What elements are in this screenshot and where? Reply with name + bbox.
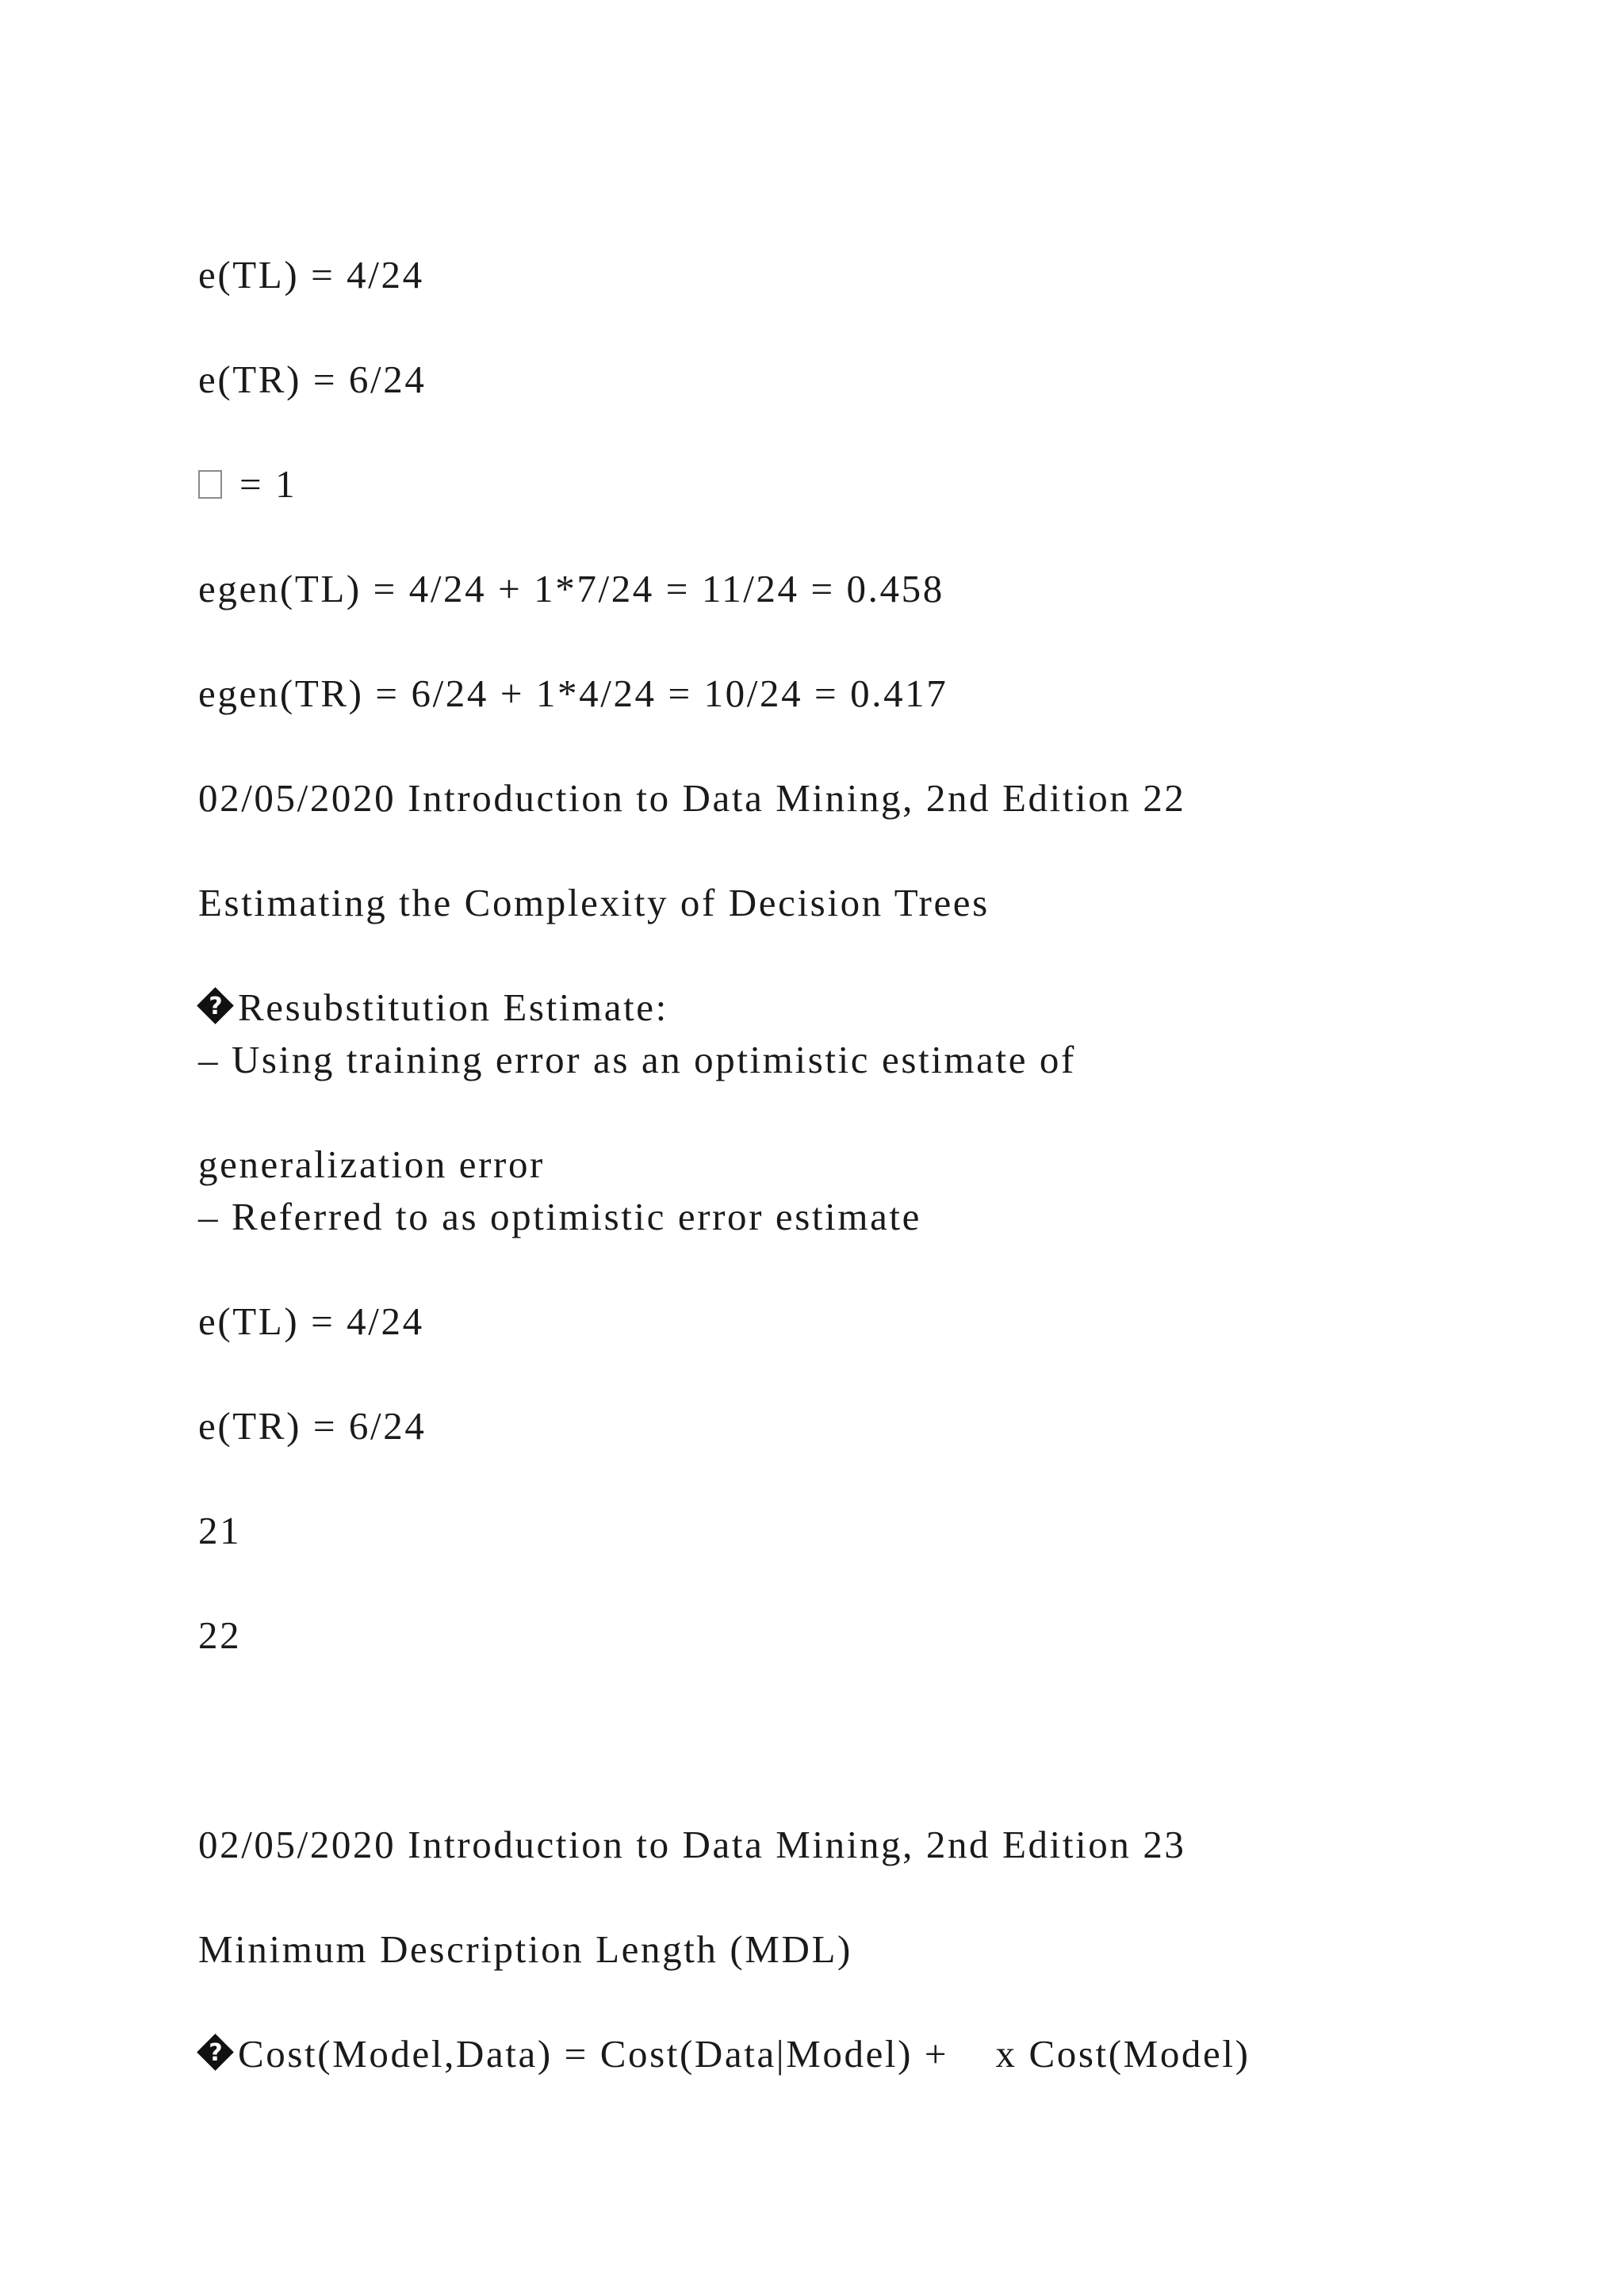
slide-title — [198, 883, 990, 922]
missing-glyph-icon — [198, 470, 222, 499]
text-content: e(TL) = 4/24 — [198, 1299, 424, 1343]
slide-title — [198, 1927, 852, 1971]
page-number — [198, 1613, 242, 1657]
text-content: Resubstitution Estimate: — [238, 985, 668, 1029]
text-content: – Referred to as optimistic error estimate — [198, 1195, 921, 1238]
replacement-character-bullet-icon: ? — [198, 2035, 235, 2072]
text-content: 02/05/2020 Introduction to Data Mining, 2nd Edition 22 — [198, 776, 1186, 820]
text-content: 02/05/2020 Introduction to Data Mining, 2nd Edition 23 — [198, 1823, 1186, 1866]
text-line — [198, 1299, 424, 1343]
text-content: e(TR) = 6/24 — [198, 358, 427, 401]
sub-bullet-line — [198, 1197, 921, 1236]
text-content: generalization error — [198, 1142, 545, 1186]
text-content: e(TL) = 4/24 — [198, 253, 424, 297]
text-line — [198, 462, 297, 506]
text-content: 22 — [198, 1613, 242, 1657]
text-content: Minimum Description Length (MDL) — [198, 1927, 852, 1971]
text-line — [198, 253, 424, 297]
text-line — [198, 1142, 545, 1186]
text-content: Estimating the Complexity of Decision Trees — [198, 881, 990, 924]
bullet-line — [198, 985, 668, 1029]
text-content: egen(TL) = 4/24 + 1*7/24 = 11/24 = 0.458 — [198, 567, 944, 610]
text-content: – Using training error as an optimistic estimate of — [198, 1038, 1076, 1081]
sub-bullet-line — [198, 1040, 1076, 1079]
bullet-line — [198, 2032, 1251, 2076]
replacement-character-bullet-icon: ? — [198, 989, 235, 1025]
page-number — [198, 1511, 241, 1550]
text-content: e(TR) = 6/24 — [198, 1404, 427, 1448]
slide-footer — [198, 1825, 1186, 1864]
text-content: egen(TR) = 6/24 + 1*4/24 = 10/24 = 0.417 — [198, 672, 948, 715]
text-line — [198, 569, 944, 608]
text-line — [198, 360, 426, 399]
text-line — [198, 1404, 427, 1448]
text-content: = 1 — [239, 462, 297, 506]
text-content: Cost(Model,Data) = Cost(Data|Model) + x Cost(Model) — [238, 2032, 1251, 2076]
text-line — [198, 674, 948, 713]
text-content: 21 — [198, 1509, 242, 1552]
slide-footer — [198, 776, 1186, 820]
